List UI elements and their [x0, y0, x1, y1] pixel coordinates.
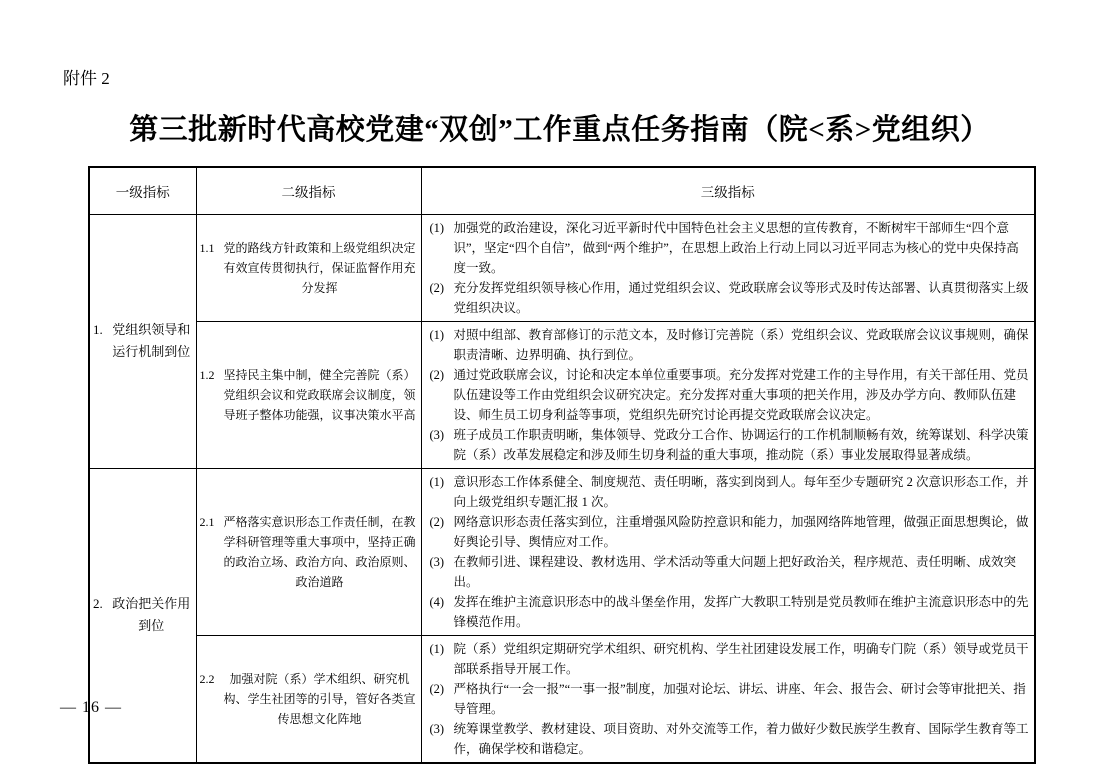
- level3-item: [430, 365, 1030, 425]
- level1-text-2: 政治把关作用到位: [112, 596, 191, 633]
- level2-text-2-1: 严格落实意识形态工作责任制，在教学科研管理等重大事项中，坚持正确的政治立场、政治方向、政治原则、政治道路: [223, 514, 416, 589]
- item-text: 严格执行“一会一报”“一事一报”制度，加强对论坛、讲坛、讲座、年会、报告会、研讨会等审批把关、指导管理。: [453, 681, 1026, 716]
- page-title: 第三批新时代高校党建“双创”工作重点任务指南（院<系>党组织）: [129, 114, 990, 146]
- level3-item: [430, 278, 1030, 318]
- level1-cell-1: [89, 214, 196, 468]
- item-text: 发挥在维护主流意识形态中的战斗堡垒作用，发挥广大教职工特别是党员教师在维护主流意识形态中的先锋模范作用。: [453, 594, 1029, 629]
- item-text: 充分发挥党组织领导核心作用，通过党组织会议、党政联席会议等形式及时传达部署、认真贯彻落实上级党组织决议。: [453, 280, 1029, 315]
- item-marker: (1): [429, 641, 445, 656]
- item-marker: (1): [429, 327, 445, 342]
- level3-item: [430, 472, 1030, 512]
- table-row-1-1: [89, 214, 1035, 321]
- level2-cell-1-2: [196, 321, 421, 468]
- level2-text-1-1: 党的路线方针政策和上级党组织决定有效宣传贯彻执行，保证监督作用充分发挥: [223, 240, 416, 295]
- level1-marker-1: 1.: [93, 322, 103, 337]
- level3-cell-1-1: [421, 214, 1035, 321]
- item-text: 在教师引进、课程建设、教材选用、学术活动等重大问题上把好政治关，程序规范、责任明晰、成效突出。: [453, 554, 1017, 589]
- level3-item: [430, 679, 1030, 719]
- item-marker: (1): [429, 474, 445, 489]
- level2-cell-1-1: [196, 214, 421, 321]
- item-marker: (2): [429, 681, 445, 696]
- level3-item: [430, 425, 1030, 465]
- level1-marker-2: 2.: [93, 596, 103, 611]
- header-level2-indicator: 二级指标: [196, 167, 421, 214]
- item-marker: (3): [429, 427, 445, 442]
- item-marker: (2): [429, 514, 445, 529]
- item-marker: (4): [429, 594, 445, 609]
- level3-cell-1-2: [421, 321, 1035, 468]
- level3-cell-2-1: [421, 468, 1035, 635]
- header-level1-indicator: 一级指标: [89, 167, 196, 214]
- indicator-table: [88, 166, 1036, 764]
- table-row-1-2: [89, 321, 1035, 468]
- item-text: 统筹课堂教学、教材建设、项目资助、对外交流等工作，着力做好少数民族学生教育、国际学生教育等工作，确保学校和谐稳定。: [453, 721, 1029, 756]
- item-text: 网络意识形态责任落实到位，注重增强风险防控意识和能力，加强网络阵地管理，做强正面思想舆论，做好舆论引导、舆情应对工作。: [453, 514, 1029, 549]
- header-level3-indicator: 三级指标: [421, 167, 1035, 214]
- item-text: 班子成员工作职责明晰，集体领导、党政分工合作、协调运行的工作机制顺畅有效，统筹谋划、科学决策院（系）改革发展稳定和涉及师生切身利益的重大事项，推动院（系）事业发展取得显著成绩。: [453, 427, 1029, 462]
- level3-item: [430, 325, 1030, 365]
- level3-item: [430, 512, 1030, 552]
- table-row-2-2: [89, 635, 1035, 763]
- attachment-label: 附件 2: [63, 69, 110, 88]
- item-text: 院（系）党组织定期研究学术组织、研究机构、学生社团建设发展工作，明确专门院（系）领导或党员干部联系指导开展工作。: [453, 641, 1029, 676]
- level3-item: [430, 719, 1030, 759]
- item-text: 通过党政联席会议，讨论和决定本单位重要事项。充分发挥对党建工作的主导作用，有关干部任用、党员队伍建设等工作由党组织会议研究决定。充分发挥对重大事项的把关作用，涉及办学方向、教师队伍建设、师生员工切身利益等事项，党组织先研究讨论再提交党政联席会议决定。: [453, 367, 1029, 422]
- level3-item: [430, 552, 1030, 592]
- level2-marker-2-2: 2.2: [199, 671, 215, 686]
- level3-item: [430, 592, 1030, 632]
- item-text: 加强党的政治建设，深化习近平新时代中国特色社会主义思想的宣传教育，不断树牢干部师生“四个意识”，坚定“四个自信”，做到“两个维护”，在思想上政治上行动上同以习近平同志为核心的党中央保持高度一致。: [453, 220, 1019, 275]
- level3-cell-2-2: [421, 635, 1035, 763]
- item-text: 意识形态工作体系健全、制度规范、责任明晰，落实到岗到人。每年至少专题研究 2 次意识形态工作，并向上级党组织专题汇报 1 次。: [453, 474, 1029, 509]
- level2-marker-1-1: 1.1: [199, 240, 215, 255]
- table-row-2-1: [89, 468, 1035, 635]
- level1-cell-2: [89, 468, 196, 763]
- item-marker: (3): [429, 554, 445, 569]
- page-number: — 16 —: [60, 699, 122, 716]
- item-marker: (2): [429, 280, 445, 295]
- level2-text-2-2: 加强对院（系）学术组织、研究机构、学生社团等的引导，管好各类宣传思想文化阵地: [223, 671, 416, 726]
- level3-item: [430, 218, 1030, 278]
- item-marker: (1): [429, 220, 445, 235]
- level2-text-1-2: 坚持民主集中制，健全完善院（系）党组织会议和党政联席会议制度，领导班子整体功能强，议事决策水平高: [223, 367, 416, 422]
- level2-cell-2-2: [196, 635, 421, 763]
- level2-cell-2-1: [196, 468, 421, 635]
- level1-text-1: 党组织领导和运行机制到位: [112, 322, 191, 359]
- level3-item: [430, 639, 1030, 679]
- table-header-row: [89, 167, 1035, 214]
- level2-marker-1-2: 1.2: [199, 367, 215, 382]
- level2-marker-2-1: 2.1: [199, 514, 215, 529]
- item-marker: (2): [429, 367, 445, 382]
- item-text: 对照中组部、教育部修订的示范文本，及时修订完善院（系）党组织会议、党政联席会议议事规则，确保职责清晰、边界明确、执行到位。: [453, 327, 1029, 362]
- item-marker: (3): [429, 721, 445, 736]
